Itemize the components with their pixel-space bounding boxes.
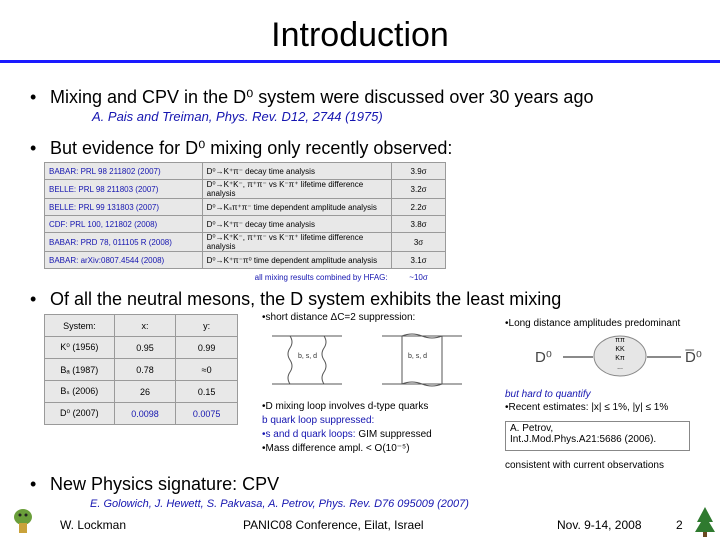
long-distance-heading: •Long distance amplitudes predominant [505,318,681,329]
hfag-label: all mixing results combined by HFAG: [202,269,391,286]
table-cell-method: D⁰→Kₛπ⁺π⁻ time dependent amplitude analysis [202,199,391,216]
bullet-2-text: But evidence for D⁰ mixing only recently observed: [50,138,453,158]
evidence-table [44,162,446,285]
short-distance-heading: •short distance ΔC=2 suppression: [262,312,416,323]
petrov-reference-box [505,421,690,451]
slide-title: Introduction [271,16,449,54]
table-cell: 0.99 [176,337,238,359]
bullet-4-text: New Physics signature: CPV [50,474,280,494]
table-cell-method: D⁰→K⁺π⁻ decay time analysis [202,163,391,180]
tree-logo-icon [694,506,716,538]
bullet-3-text: Of all the neutral mesons, the D system exhibits the least mixing [50,289,562,309]
table-cell: Bₐ (1987) [45,359,115,381]
table-row [45,199,446,216]
header-x: x: [114,315,176,337]
box-diagram-icon [262,328,472,392]
table-cell-ref: BELLE: PRL 98 211803 (2007) [45,180,203,199]
bullet-marker: • [30,138,37,158]
table-cell: ≈0 [176,359,238,381]
long-distance-hard: but hard to quantify [505,389,591,400]
table-cell: 0.0098 [114,403,176,425]
bullet-marker: • [30,289,37,309]
footer-author: W. Lockman [60,518,127,532]
petrov-reference-author: A. Petrov, [510,423,554,434]
footer-date: Nov. 9-14, 2008 [557,518,642,532]
footer-conference: PANIC08 Conference, Eilat, Israel [243,518,424,532]
d0-left-label: D⁰ [535,349,552,366]
table-cell-ref: BABAR: arXiv:0807.4544 (2008) [45,252,203,269]
box-label-right: b, s, d [408,353,428,360]
bullet-marker: • [30,87,37,107]
table-cell-significance: 3.1σ [392,252,446,269]
table-row [45,403,238,425]
university-logo-icon [8,505,38,535]
table-row [45,381,238,403]
channel-item: KK [615,346,625,353]
table-row [45,359,238,381]
header-y: y: [176,315,238,337]
table-cell-method: D⁰→K⁺K⁻, π⁺π⁻ vs K⁻π⁺ lifetime difference analysis [202,233,391,252]
table-cell-ref: BABAR: PRD 78, 011105 R (2008) [45,233,203,252]
table-cell: 0.78 [114,359,176,381]
hfag-significance: ~10σ [392,269,446,286]
table-cell-method: D⁰→K⁺π⁻ decay time analysis [202,216,391,233]
table-cell: 0.0075 [176,403,238,425]
table-row-hfag [45,269,446,286]
table-row [45,233,446,252]
short-distance-line-3: •s and d quark loops: GIM suppressed [262,429,432,440]
long-distance-estimates: •Recent estimates: |x| ≤ 1%, |y| ≤ 1% [505,402,669,413]
box-label-left: b, s, d [298,353,318,360]
short-distance-line-2: b quark loop suppressed: [262,415,375,426]
channel-item: ... [617,364,623,371]
table-row [45,180,446,199]
table-cell-ref: BABAR: PRL 98 211802 (2007) [45,163,203,180]
bullet-marker: • [30,474,37,494]
petrov-reference-journal: Int.J.Mod.Phys.A21:5686 (2006). [510,434,657,445]
channel-item: Kπ [615,355,625,362]
table-row [45,337,238,359]
table-cell-method: D⁰→K⁺π⁻π⁰ time dependent amplitude analysis [202,252,391,269]
table-cell-ref: BELLE: PRL 99 131803 (2007) [45,199,203,216]
table-row [45,216,446,233]
table-cell: D⁰ (2007) [45,403,115,425]
table-cell: K⁰ (1956) [45,337,115,359]
table-cell: 0.15 [176,381,238,403]
table-header-row [45,315,238,337]
header-system: System: [45,315,115,337]
table-row [45,252,446,269]
short-distance-gim: GIM suppressed [358,429,432,440]
table-cell: 0.95 [114,337,176,359]
bullet-1-text: Mixing and CPV in the D⁰ system were discussed over 30 years ago [50,87,594,107]
footer-page-number: 2 [676,518,683,532]
channel-list [605,336,635,372]
table-cell-significance: 2.2σ [392,199,446,216]
channel-item: ππ [615,337,625,344]
bullet-1-reference: A. Pais and Treiman, Phys. Rev. D12, 2744 (1975) [92,109,383,124]
mixing-table [44,314,238,425]
table-cell-significance: 3.8σ [392,216,446,233]
short-distance-line-4: •Mass difference ampl. < O(10⁻⁵) [262,443,410,454]
title-underline [0,60,720,63]
table-row [45,163,446,180]
table-cell-significance: 3.2σ [392,180,446,199]
table-cell-method: D⁰→K⁺K⁻, π⁺π⁻ vs K⁻π⁺ lifetime difference analysis [202,180,391,199]
table-cell: Bₛ (2006) [45,381,115,403]
short-distance-line-1: •D mixing loop involves d-type quarks [262,401,429,412]
table-cell: 26 [114,381,176,403]
table-cell-significance: 3.9σ [392,163,446,180]
d0bar-right-label: D̅⁰ [685,349,702,366]
table-cell-significance: 3σ [392,233,446,252]
table-cell-ref: CDF: PRL 100, 121802 (2008) [45,216,203,233]
bullet-4-reference: E. Golowich, J. Hewett, S. Pakvasa, A. Petrov, Phys. Rev. D76 095009 (2007) [90,498,469,510]
long-distance-consistent: consistent with current observations [505,460,664,471]
